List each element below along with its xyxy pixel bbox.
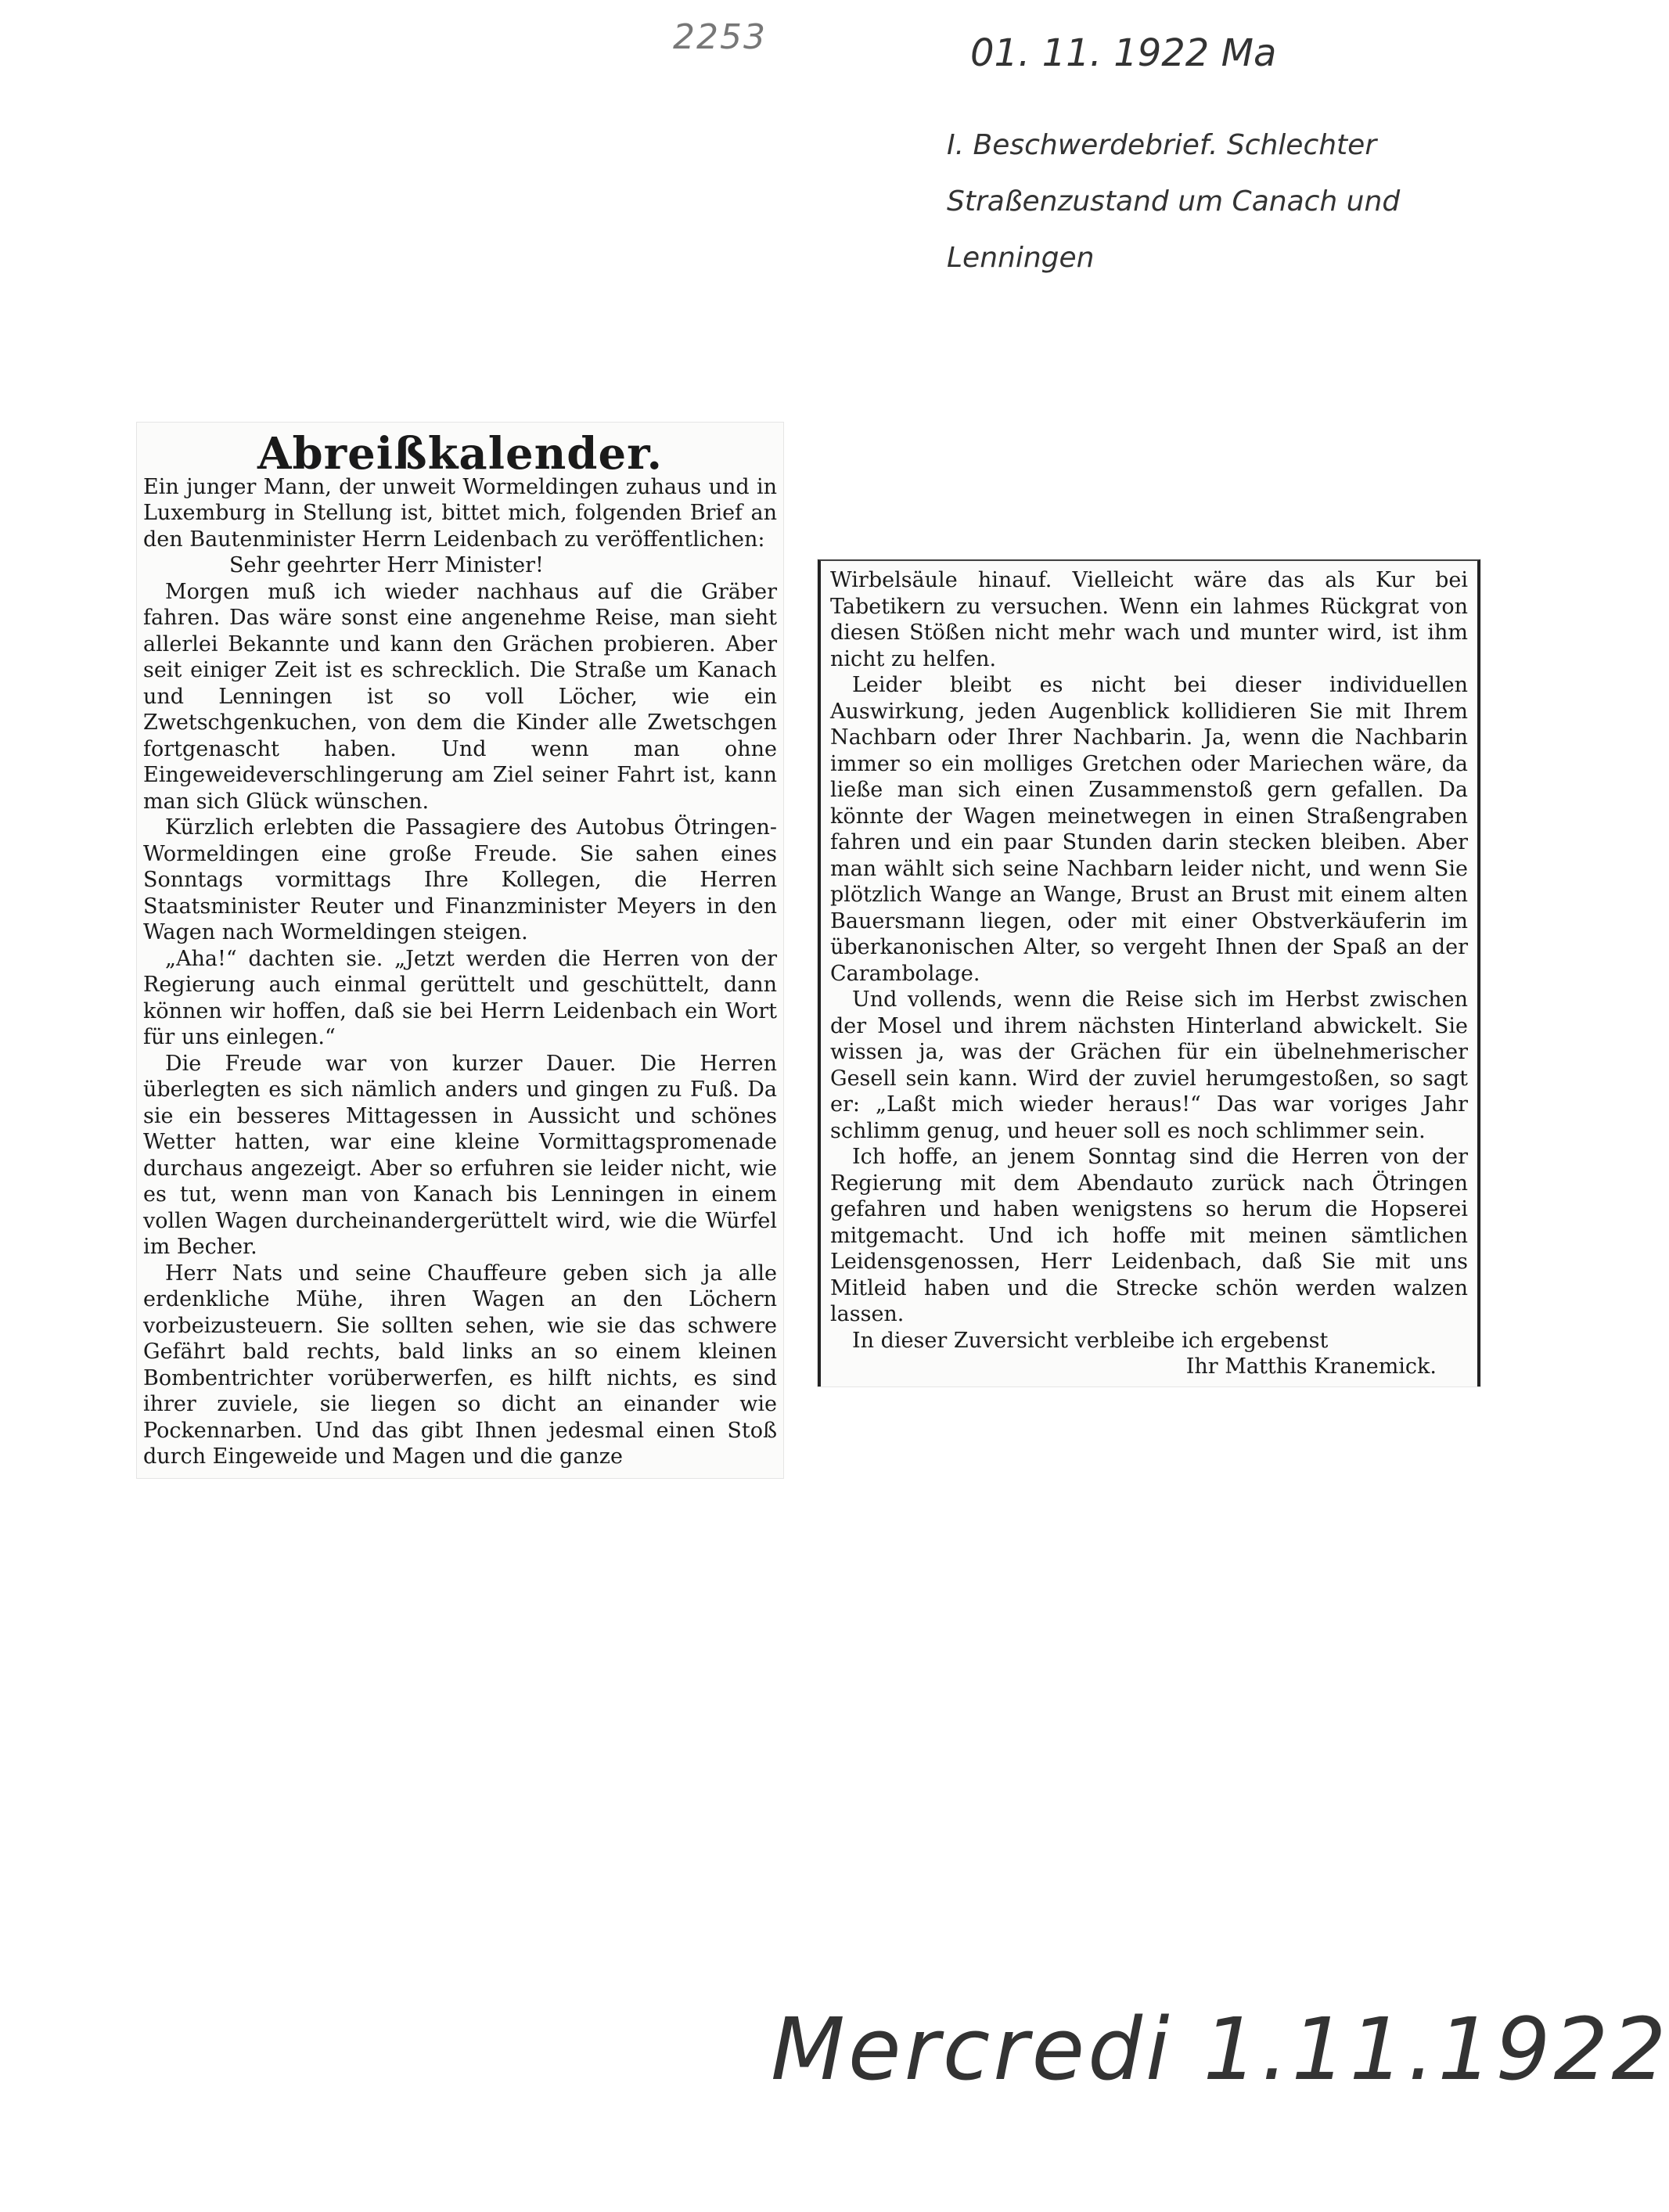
handwritten-subject-note: I. Beschwerdebrief. Schlechter Straßenzustand um Canach und Lenningen [947,129,1401,274]
paragraph: Kürzlich erlebten die Passagiere des Autobus Ötringen-Wormeldingen eine große Freude. Sie sahen eines Sonntags vormittags Ihre Kollegen, die Herren Staatsminister Reuter und Finanzminister Meyers in den Wagen nach Wormeldingen steigen. [143,815,777,944]
paragraph: Morgen muß ich wieder nachhaus auf die Gräber fahren. Das wäre sonst eine angenehme Reise, man sieht allerlei Bekannte und kann den Grächen probieren. Aber seit einiger Zeit ist es schrecklich. Die Straße um Kanach und Lenningen ist so voll Löcher, wie ein Zwetschgenkuchen, von dem die Kinder alle Zwetschgen fortgenascht haben. Und wenn man ohne Eingeweideverschlingerung am Ziel seiner Fahrt ist, kann man sich Glück wünschen. [143,579,777,814]
article-left-column [137,423,783,1478]
article-right-column [818,559,1480,1387]
archive-number: 2253 [673,17,767,57]
paragraph: Ich hoffe, an jenem Sonntag sind die Herren von der Regierung mit dem Abendauto zurück nach Ötringen gefahren und haben wenigstens so herum die Hopserei mitgemacht. Und ich hoffe mit meinen sämtlichen Leidensgenossen, Herr Leidenbach, daß Sie mit uns Mitleid haben und die Strecke schön werden walzen lassen. [830,1145,1468,1326]
letter-signature: Ihr Matthis Kranemick. [1185,1354,1437,1379]
letter-salutation: Sehr geehrter Herr Minister! [229,553,544,577]
paragraph: Die Freude war von kurzer Dauer. Die Herren überlegten es sich nämlich anders und gingen zu Fuß. Da sie ein besseres Mittagessen in Aussicht und schönes Wetter hatten, war eine kleine Vormittagspromenade durchaus angezeigt. Aber so erfuhren sie leider nicht, wie es tut, wenn man von Kanach bis Lenningen in einem vollen Wagen durcheinandergerüttelt wird, wie die Würfel im Becher. [143,1051,777,1259]
paragraph-continued: Wirbelsäule hinauf. Vielleicht wäre das als Kur bei Tabetikern zu versuchen. Wenn ein lahmes Rückgrat von diesen Stößen nicht mehr wach und munter wird, ist ihm nicht zu helfen. [830,568,1468,671]
paragraph: „Aha!“ dachten sie. „Jetzt werden die Herren von der Regierung auch einmal gerüttelt und geschüttelt, dann können wir hoffen, daß sie bei Herrn Leidenbach ein Wort für uns einlegen.“ [143,946,777,1049]
paragraph: Herr Nats und seine Chauffeure geben sich ja alle erdenkliche Mühe, ihren Wagen an den Löchern vorbeizusteuern. Sie sollten sehen, wie sie das schwere Gefährt bald rechts, bald links an so einem kleinen Bombentrichter vorüberwerfen, es hilft nichts, es sind ihrer zuviele, sie liegen so dicht an einander wie Pockennarben. Und das gibt Ihnen jedesmal einen Stoß durch Eingeweide und Magen und die ganze [143,1261,777,1469]
paragraph: Leider bleibt es nicht bei dieser individuellen Auswirkung, jeden Augenblick kollidieren Sie mit Ihrem Nachbarn oder Ihrer Nachbarin. Ja, wenn die Nachbarin immer so ein molliges Gretchen oder Mariechen wäre, da ließe man sich einen Zusammenstoß gern gefallen. Da könnte der Wagen meinetwegen in einen Straßengraben fahren und ein paar Stunden darin stecken bleiben. Aber man wählt sich seine Nachbarn leider nicht, und wenn Sie plötzlich Wange an Wange, Brust an Brust mit einem alten Bauersmann liegen, oder mit einer Obstverkäuferin im überkanonischen Alter, so vergeht Ihnen der Spaß an der Carambolage. [830,673,1468,986]
handwritten-date-note: 01. 11. 1922 Ma [970,31,1277,75]
paragraph-intro: Ein junger Mann, der unweit Wormeldingen zuhaus und in Luxemburg in Stellung ist, bittet mich, folgenden Brief an den Bautenminister Herrn Leidenbach zu veröffentlichen: [143,474,777,552]
letter-closing: In dieser Zuversicht verbleibe ich ergebenst [852,1328,1329,1353]
article-title: Abreißkalender. [257,428,663,480]
handwritten-bottom-date: Mercredi 1.11.1922 [771,1999,1669,2099]
paragraph: Und vollends, wenn die Reise sich im Herbst zwischen der Mosel und ihrem nächsten Hinterland abwickelt. Sie wissen ja, was der Grächen für ein übelnehmerischer Gesell sein kann. Wird der zuviel herumgestoßen, so sagt er: „Laßt mich wieder heraus!“ Das war voriges Jahr schlimm genug, und heuer soll es noch schlimmer sein. [830,987,1468,1143]
